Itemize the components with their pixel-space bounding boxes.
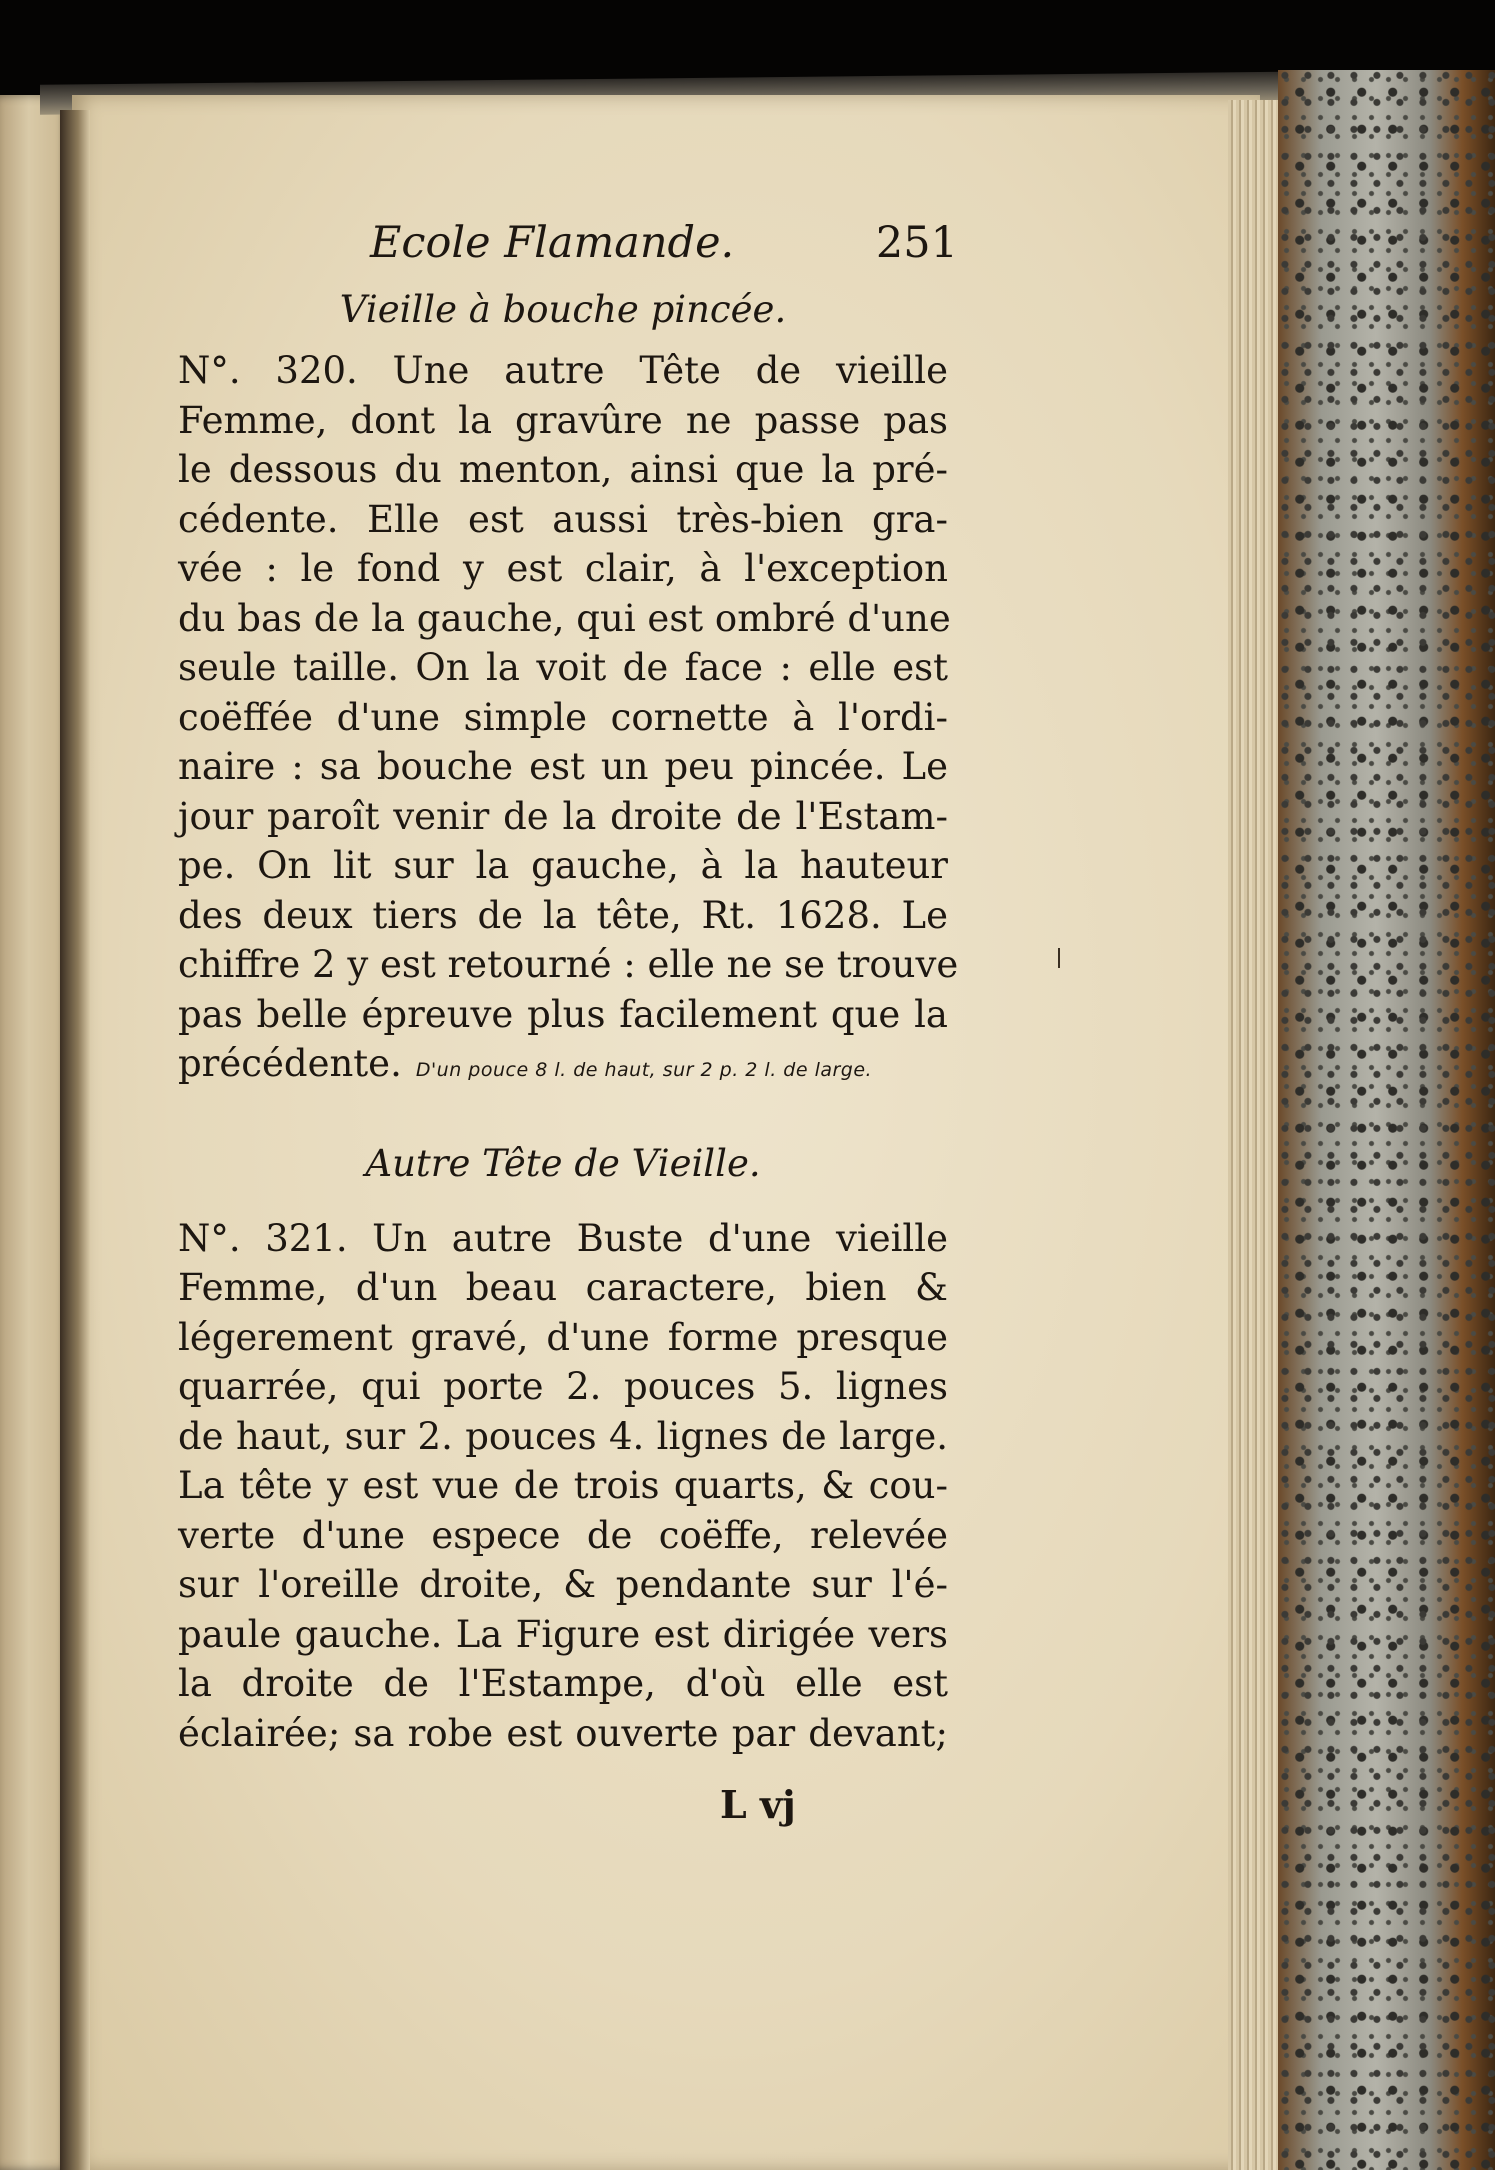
text-line-end: précédente.	[178, 1042, 402, 1085]
handwritten-note: D'un pouce 8 l. de haut, sur 2 p. 2 l. de large.	[415, 1059, 873, 1081]
section-gap	[178, 1096, 948, 1132]
text-line: Femme, dont la gravûre ne passe pas	[178, 398, 948, 442]
text-line: quarrée, qui porte 2. pouces 5. lignes	[178, 1365, 948, 1408]
text-line: pe. On lit sur la gauche, à la hauteur	[178, 844, 948, 887]
text-line: verte d'une espece de coëffe, relevée	[178, 1513, 948, 1557]
text-line: Femme, d'un beau caractere, bien &	[178, 1266, 948, 1309]
entry-321-paragraph	[178, 1214, 948, 1759]
text-line: sur l'oreille droite, & pendante sur l'é-	[178, 1563, 948, 1606]
text-line: jour paroît venir de la droite de l'Estam-	[178, 794, 948, 838]
text-line: N°. 321. Un autre Buste d'une vieille	[178, 1216, 948, 1260]
text-line: seule taille. On la voit de face : elle est	[178, 646, 948, 689]
text-line: éclairée; sa robe est ouverte par devant;	[178, 1711, 948, 1755]
text-line: N°. 320. Une autre Tête de vieille	[178, 349, 948, 392]
entry-320-paragraph	[178, 346, 959, 1096]
gutter	[60, 110, 90, 2170]
text-line: de haut, sur 2. pouces 4. lignes de large.	[178, 1414, 948, 1458]
text-line: chiffre 2 y est retourné : elle ne se trouve	[178, 943, 959, 986]
entry-320-heading: Vieille à bouche pincée.	[339, 288, 787, 331]
text-line: naire : sa bouche est un peu pincée. Le	[178, 745, 948, 788]
text-line: le dessous du menton, ainsi que la pré-	[178, 448, 948, 491]
page-text	[178, 218, 959, 1758]
signature-mark: L vj	[720, 1782, 796, 1827]
page-number: 251	[875, 218, 958, 268]
text-line: coëffée d'une simple cornette à l'ordi-	[178, 695, 948, 739]
text-line	[178, 1039, 948, 1096]
text-line: paule gauche. La Figure est dirigée vers	[178, 1612, 948, 1656]
running-title: Ecole Flamande.	[370, 218, 735, 268]
text-line: vée : le fond y est clair, à l'exception	[178, 547, 948, 590]
marbled-cover	[1278, 70, 1495, 2170]
entry-321-heading: Autre Tête de Vieille.	[365, 1141, 761, 1185]
running-head	[178, 218, 958, 278]
text-line: la droite de l'Estampe, d'où elle est	[178, 1662, 948, 1705]
text-line: cédente. Elle est aussi très-bien gra-	[178, 497, 948, 541]
text-line: légerement gravé, d'une forme presque	[178, 1315, 948, 1359]
text-line: La tête y est vue de trois quarts, & cou-	[178, 1464, 948, 1507]
heading-spacer	[178, 1200, 948, 1214]
text-line: du bas de la gauche, qui est ombré d'une	[178, 596, 951, 640]
margin-tick-mark	[1058, 948, 1060, 968]
text-line: pas belle épreuve plus facilement que la	[178, 992, 948, 1036]
text-line: des deux tiers de la tête, Rt. 1628. Le	[178, 893, 948, 937]
